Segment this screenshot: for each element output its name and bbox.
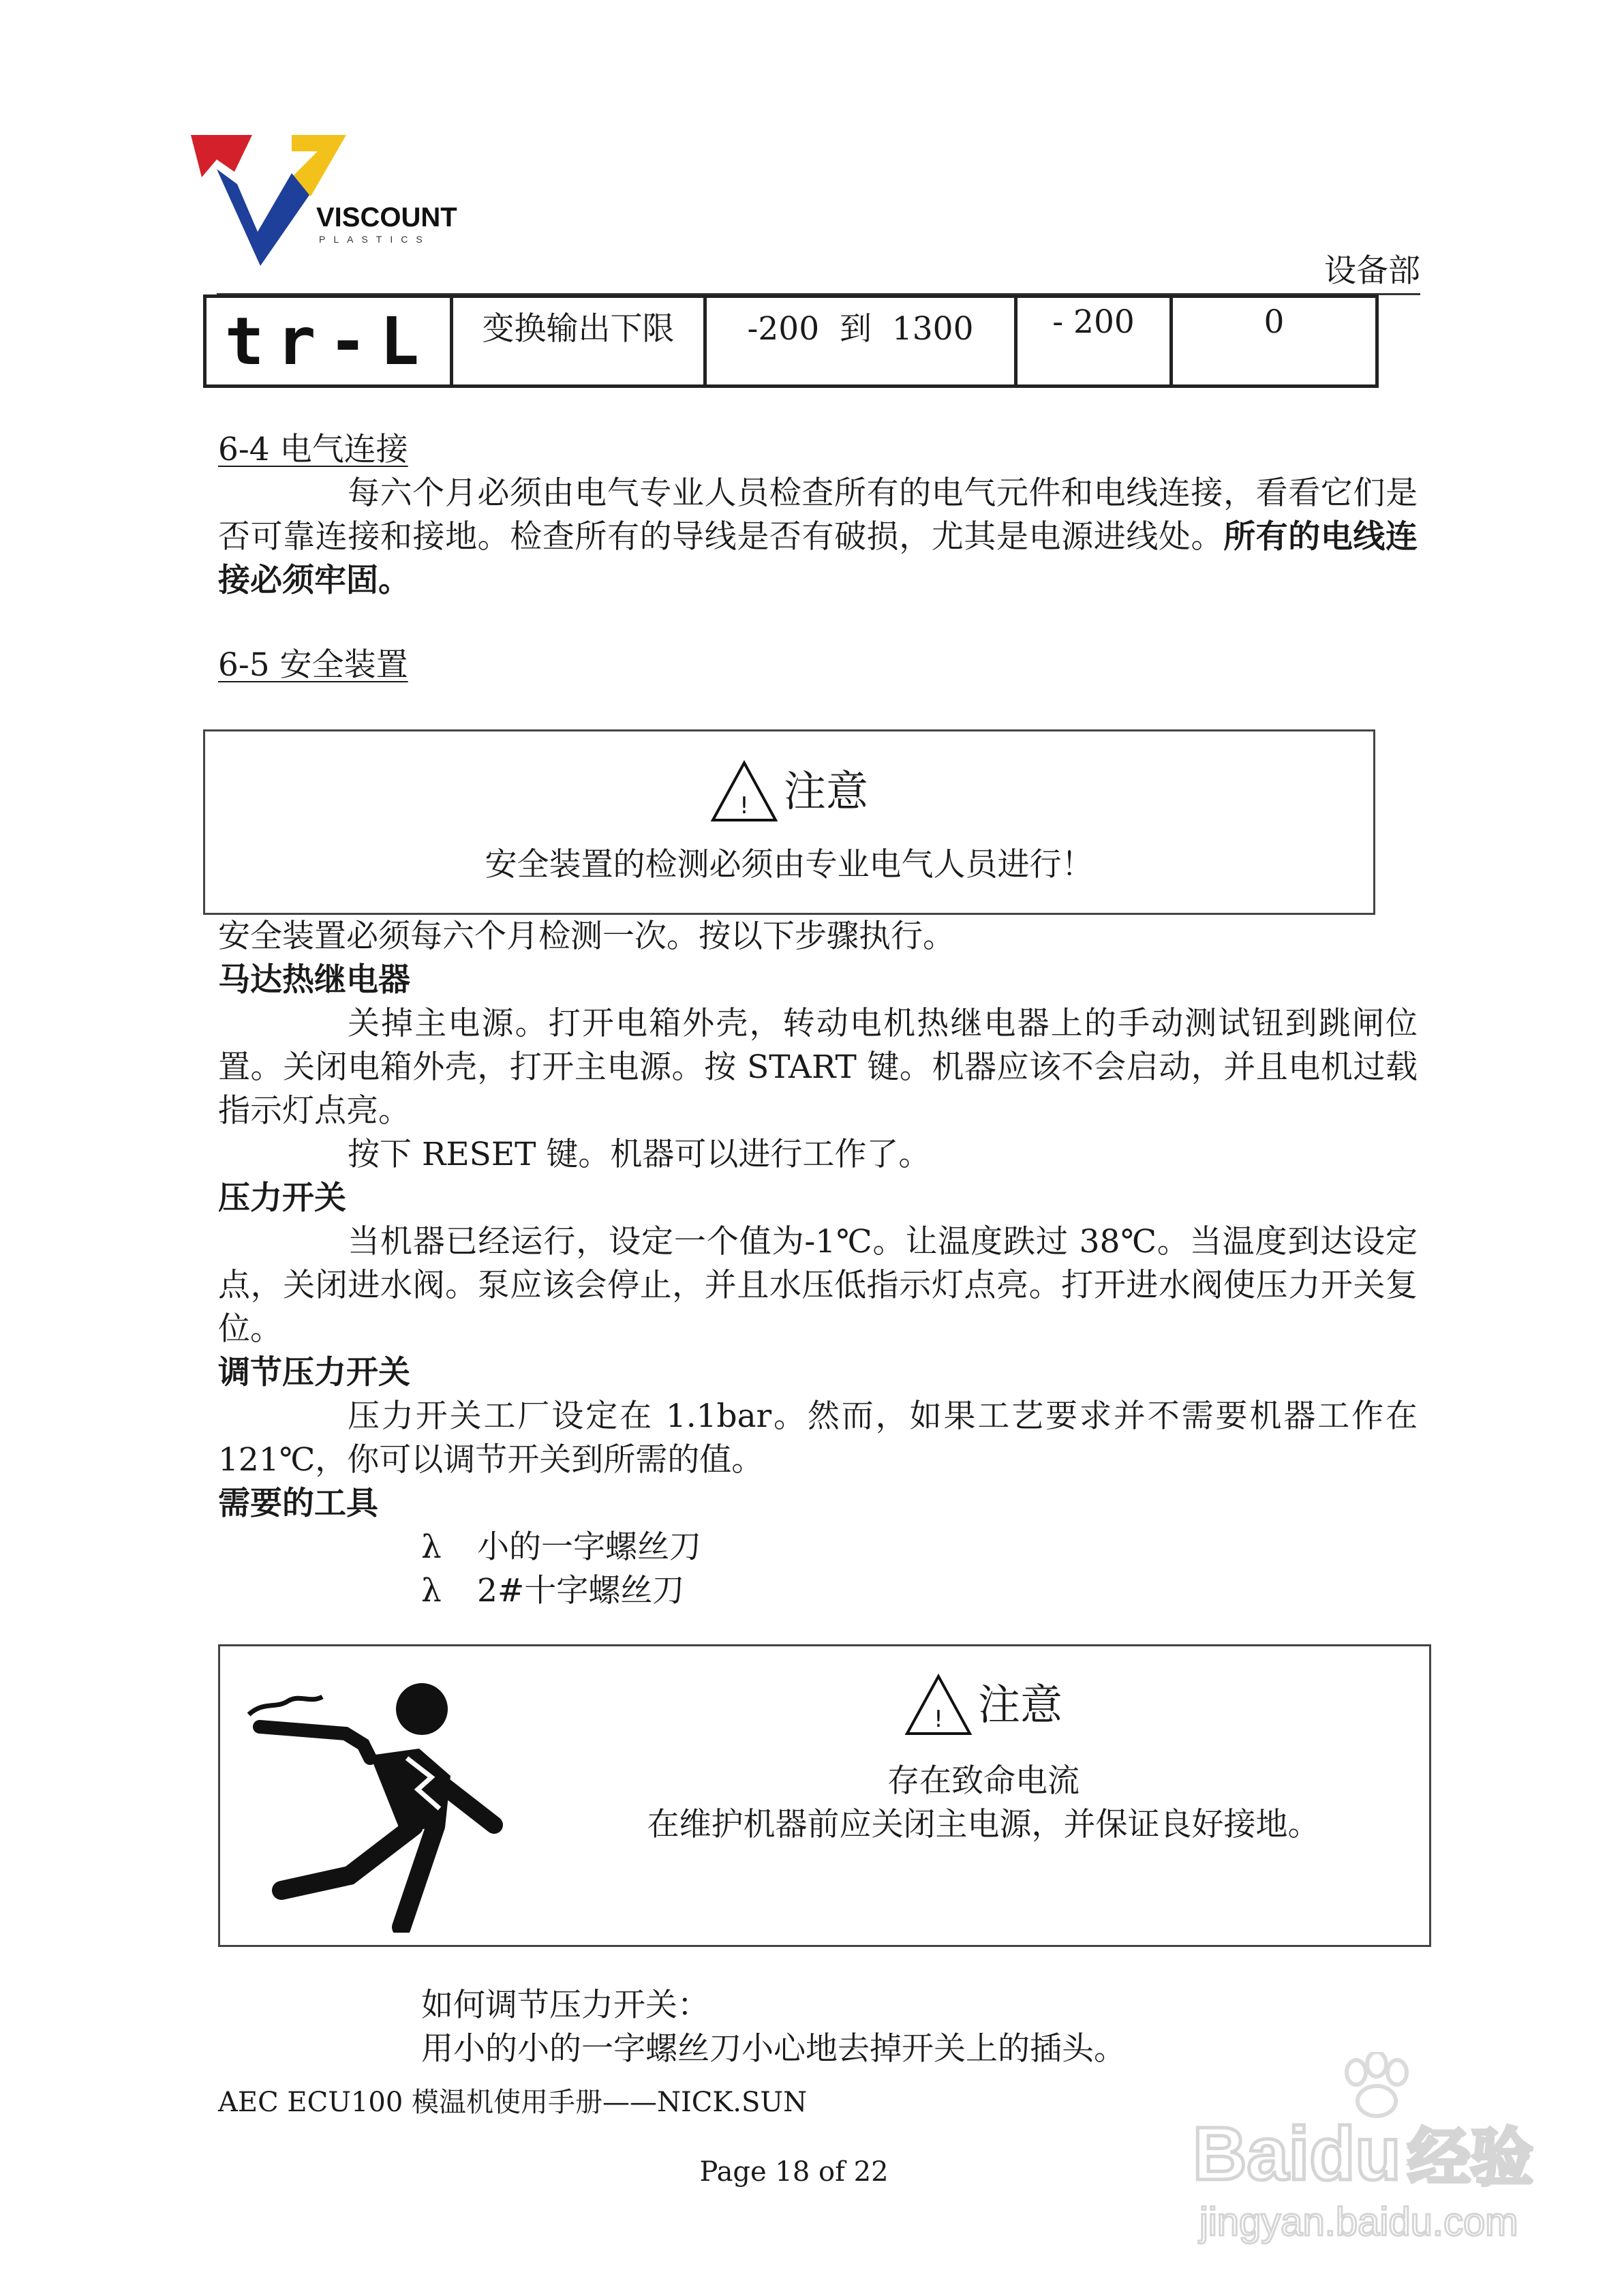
- watermark-brand: [1193, 2113, 1533, 2199]
- param-default: - 200: [1016, 297, 1172, 387]
- paw-icon: [1336, 2052, 1418, 2120]
- parameter-table: [203, 294, 1379, 388]
- section-6-5-heading: 6-5 安全装置: [218, 646, 408, 684]
- inspection-intro: 安全装置必须每六个月检测一次。按以下步骤执行。: [218, 918, 955, 955]
- list-item: [421, 1569, 684, 1613]
- caution2-line1: 存在致命电流: [887, 1762, 1080, 1800]
- section-6-4-body: [218, 472, 1418, 603]
- viscount-logo: [189, 130, 476, 273]
- bullet-symbol: λ: [421, 1528, 442, 1566]
- section-6-4-heading: 6-4 电气连接: [218, 431, 408, 468]
- caution2-line2: 在维护机器前应关闭主电源，并保证良好接地。: [647, 1806, 1320, 1843]
- svg-text:!: !: [934, 1706, 943, 1733]
- list-item: [421, 1526, 701, 1569]
- pressure-switch-heading: 压力开关: [218, 1179, 346, 1217]
- tools-heading: 需要的工具: [218, 1485, 378, 1522]
- logo-subtext: PLASTICS: [319, 234, 431, 245]
- param-range: -200 到 1300: [705, 297, 1016, 387]
- caution-title-row: [205, 760, 1373, 823]
- bullet-symbol: λ: [421, 1572, 442, 1610]
- department-label: 设备部: [1324, 252, 1420, 290]
- caution-text: 安全装置的检测必须由专业电气人员进行！: [485, 846, 1094, 883]
- caution2-title-row: [643, 1674, 1324, 1736]
- warning-triangle-icon: [904, 1674, 973, 1736]
- section-6-4-body-emphasis: 所有的电线连接必须牢固。: [218, 518, 1418, 599]
- param-name: 变换输出下限: [452, 297, 705, 387]
- warning-triangle-icon: [710, 760, 778, 823]
- table-row: [205, 297, 1377, 387]
- adjust-switch-body: 压力开关工厂设定在 1.1bar。然而，如果工艺要求并不需要机器工作在 121℃，你可以调节开关到所需的值。: [218, 1398, 1418, 1479]
- motor-relay-heading: 马达热继电器: [218, 961, 410, 999]
- howto-line2: 用小的小的一字螺丝刀小心地去掉开关上的插头。: [421, 2030, 1126, 2068]
- section-6-4-body-text: 每六个月必须由电气专业人员检查所有的电气元件和电线连接，看看它们是否可靠连接和接地。检查所有的导线是否有破损，尤其是电源进线处。: [218, 474, 1418, 556]
- logo-blue-shape: [217, 169, 309, 266]
- electric-shock-icon: [243, 1674, 536, 1933]
- watermark-cn: 经验: [1407, 2121, 1533, 2194]
- param-code-cell: [205, 297, 452, 387]
- caution-title: 注意: [783, 766, 868, 816]
- param-code: tr-L: [224, 303, 432, 380]
- caution2-text-block: [643, 1674, 1324, 1847]
- pressure-switch-body: 当机器已经运行，设定一个值为-1℃。让温度跌过 38℃。当温度到达设定点，关闭进水阀。泵应该会停止，并且水压低指示灯点亮。打开进水阀使压力开关复位。: [218, 1223, 1418, 1348]
- caution-box-electric: [218, 1644, 1431, 1947]
- howto-line1: 如何调节压力开关：: [421, 1987, 709, 2024]
- caution-box-safety: [203, 729, 1375, 915]
- tool-item-1: 小的一字螺丝刀: [477, 1528, 701, 1566]
- logo-text: VISCOUNT: [316, 202, 457, 232]
- baidu-watermark: [1186, 2052, 1567, 2256]
- page-number: Page 18 of 22: [699, 2156, 889, 2188]
- watermark-url: jingyan.baidu.com: [1199, 2200, 1518, 2244]
- footer-document-title: AEC ECU100 模温机使用手册——NICK.SUN: [218, 2087, 808, 2118]
- watermark-brand-bai: Bai: [1193, 2112, 1310, 2196]
- param-value: 0: [1172, 297, 1377, 387]
- watermark-brand-du: du: [1309, 2112, 1401, 2196]
- motor-relay-body-2: 按下 RESET 键。机器可以进行工作了。: [348, 1136, 931, 1173]
- caution2-title: 注意: [977, 1680, 1062, 1729]
- svg-text:!: !: [739, 792, 749, 819]
- adjust-switch-heading: 调节压力开关: [218, 1354, 410, 1391]
- tool-item-2: 2#十字螺丝刀: [477, 1572, 685, 1610]
- motor-relay-body: 关掉主电源。打开电箱外壳，转动电机热继电器上的手动测试钮到跳闸位置。关闭电箱外壳，打开主电源。按 START 键。机器应该不会启动，并且电机过载指示灯点亮。: [218, 1005, 1418, 1130]
- logo-red-shape: [191, 135, 252, 177]
